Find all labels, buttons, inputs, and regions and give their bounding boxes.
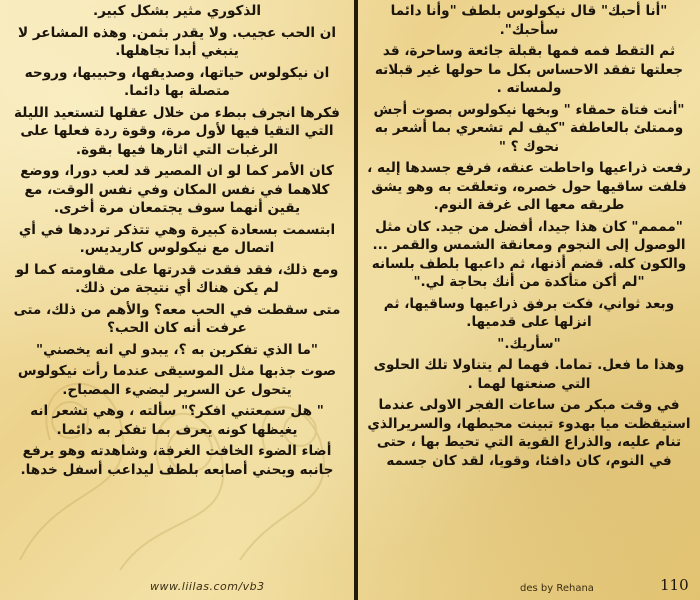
paragraph: صوت جذبها مثل الموسيقى عندما رأت نيكولوس يتحول عن السرير ليضيء المصباح. (17, 363, 337, 398)
paragraph: " هل سمعتني افكر؟" سألته ، وهي تشعر انه يغيظها كونه يعرف بما تفكر به دائما. (30, 403, 324, 438)
paragraph: ومع ذلك، فقد فقدت قدرتها على مقاومته كما لو لم يكن هناك أي نتيجة من ذلك. (15, 261, 339, 296)
paragraph: وهذا ما فعل. تماما. فهما لم يتناولا تلك الحلوى التي صنعتها لهما . (373, 357, 685, 392)
paragraph: رفعت ذراعيها واحاطت عنقه، فرفع جسدها إليه ، فلفت ساقيها حول خصره، وتعلقت به وهو يشق طريقه معها الى غرفة النوم. (367, 160, 691, 213)
paragraph: كان الأمر كما لو ان المصير قد لعب دورا، ووضع كلاهما في نفس المكان وفي نفس الوقت، مع يقين أنهما سوف يجتمعان مرة أخرى. (20, 163, 334, 216)
paragraph: فكرها انجرف ببطء من خلال عقلها لتستعيد الليلة التي التقيا فيها لأول مرة، وقوة ردة فعلها على الرغبات التي اثارها فيها بقوة. (14, 104, 340, 158)
paragraph: ان الحب عجيب. ولا يقدر بثمن. وهذه المشاعر لا ينبغي أبدا تجاهلها. (18, 24, 336, 59)
right-text-column (364, 2, 694, 473)
watermark-url: www.liilas.com/vb3 (150, 580, 265, 593)
paragraph: في وقت مبكر من ساعات الفجر الاولى عندما استيقظت ميا بهدوء تبينت محيطها، والسريرالذي تنام عليه، والذراع القوية التي تحيط بها ، حتى في النوم، كان دافئا، وقويا، لقد كان جسمه (367, 397, 691, 469)
paragraph: "سأريك." (497, 335, 561, 352)
paragraph: أضاء الضوء الخافت الغرفة، وشاهدته وهو يرفع جانبه ويحني أصابعه بلطف ليداعب أسفل خدها. (20, 443, 334, 478)
paragraph: ان نيكولوس حياتها، وصديقها، وحبيبها، وروحه متصلة بها دائما. (24, 64, 330, 99)
paragraph: متى سقطت في الحب معه؟ والأهم من ذلك، متى عرفت أنه كان الحب؟ (13, 301, 341, 336)
paragraph: "أنا أحبك" قال نيكولوس بلطف "وأنا دائما سأحبك". (390, 3, 668, 38)
column-divider (354, 0, 358, 600)
left-text-column (6, 2, 348, 482)
paragraph: ثم التقط فمه فمها بقبلة جائعة وساحرة، قد جعلتها تفقد الاحساس بكل ما حولها غير قبلاته ولمساته . (374, 43, 684, 96)
paragraph: "أنت فتاة حمقاء " وبخها نيكولوس بصوت أجش وممتلئ بالعاطفة "كيف لم تشعري بما أشعر به نحوك ؟ " (373, 101, 685, 155)
paragraph: ابتسمت بسعادة كبيرة وهي تتذكر ترددها في أي اتصال مع نيكولوس كاريديس. (18, 221, 336, 256)
paragraph: "ما الذي تفكرين به ؟، يبدو لي انه يخصني" (35, 341, 319, 358)
paragraph: الذكوري مثير بشكل كبير. (92, 3, 262, 19)
designer-credit: des by Rehana (520, 583, 594, 594)
page-number: 110 (660, 576, 689, 594)
paragraph: وبعد ثواني، فكت برفق ذراعيها وساقيها، ثم انزلها على قدميها. (383, 295, 675, 330)
paragraph: "مممم" كان هذا جيدا، أفضل من جيد. كان مثل الوصول إلى النجوم ومعانقة الشمس والقمر ... والكون كله. قضم أذنها، ثم داعبها بلطف بلسانه "لم أكن متأكدة من أنك بحاجة لي." (371, 218, 687, 290)
